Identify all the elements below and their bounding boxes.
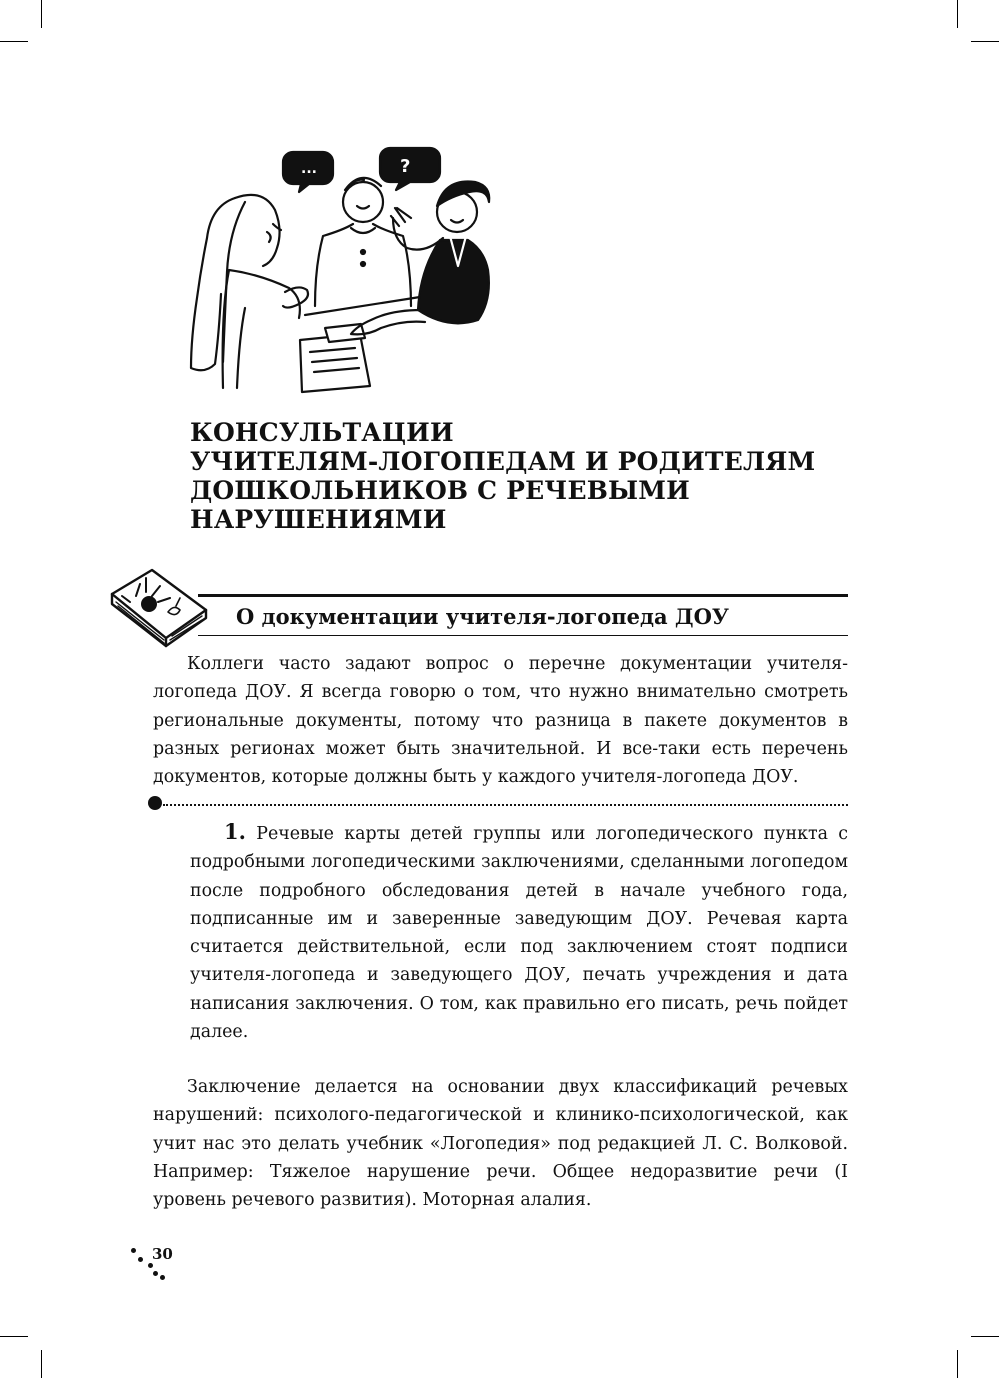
crop-mark <box>971 41 999 42</box>
crop-mark <box>41 0 42 28</box>
list-item-number: 1. <box>224 819 246 844</box>
section-rule-bottom <box>198 635 848 636</box>
list-item <box>190 818 848 1046</box>
chapter-title-line: КОНСУЛЬТАЦИИ <box>190 418 454 447</box>
crop-mark <box>957 1350 958 1378</box>
page-ornament-dot <box>148 1263 153 1268</box>
bubble-right-text: ? <box>400 156 411 177</box>
crop-mark <box>0 1336 28 1337</box>
chapter-title-line: НАРУШЕНИЯМИ <box>190 505 447 534</box>
chapter-title-line: УЧИТЕЛЯМ-ЛОГОПЕДАМ И РОДИТЕЛЯМ <box>190 447 816 476</box>
crop-mark <box>971 1336 999 1337</box>
page-ornament-dot <box>131 1248 136 1253</box>
section-rule-top <box>198 594 848 597</box>
bubble-left-text: ... <box>301 161 317 177</box>
page-ornament-dot <box>138 1257 143 1262</box>
book-with-sun-icon <box>106 566 208 648</box>
crop-mark <box>957 0 958 28</box>
crop-mark <box>0 41 28 42</box>
chapter-title <box>190 418 890 534</box>
list-item-text: Речевые карты детей группы или логопедического пункта с подробными логопедическими заключениями, сделанными логопедом после подробного обследования детей в начале учебного года, подписанные им и заверенные заведующим ДОУ. Речевая карта считается действительной, если под заключением стоят подписи учителя-логопеда и заведующего ДОУ, печать учреждения и дата написания заключения. О том, как правильно его писать, речь пойдет далее. <box>190 824 848 1043</box>
divider-bullet <box>148 796 162 810</box>
conclusion-paragraph: Заключение делается на основании двух классификаций речевых нарушений: психолого-педагогической и клинико-психологической, как учит нас это делать учебник «Логопедия» под редакцией Л. С. Волковой. Например: Тяжелое нарушение речи. Общее недоразвитие речи (I уровень речевого развития). Моторная алалия. <box>153 1077 848 1211</box>
intro-paragraph: Коллеги часто задают вопрос о перечне документации учителя-логопеда ДОУ. Я всегда говорю о том, что нужно внимательно смотреть региональные документы, потому что разница в пакете документов в разных регионах может быть значительной. И все-таки есть перечень документов, которые должны быть у каждого учителя-логопеда ДОУ. <box>153 654 848 788</box>
section-title: О документации учителя-логопеда ДОУ <box>236 604 729 629</box>
chapter-title-line: ДОШКОЛЬНИКОВ С РЕЧЕВЫМИ <box>190 476 690 505</box>
consultation-people-illustration <box>185 140 515 395</box>
page-ornament-dot <box>153 1271 158 1276</box>
page-number: 30 <box>152 1245 173 1263</box>
page-ornament-dot <box>160 1275 165 1280</box>
crop-mark <box>41 1350 42 1378</box>
dotted-divider <box>163 804 848 806</box>
